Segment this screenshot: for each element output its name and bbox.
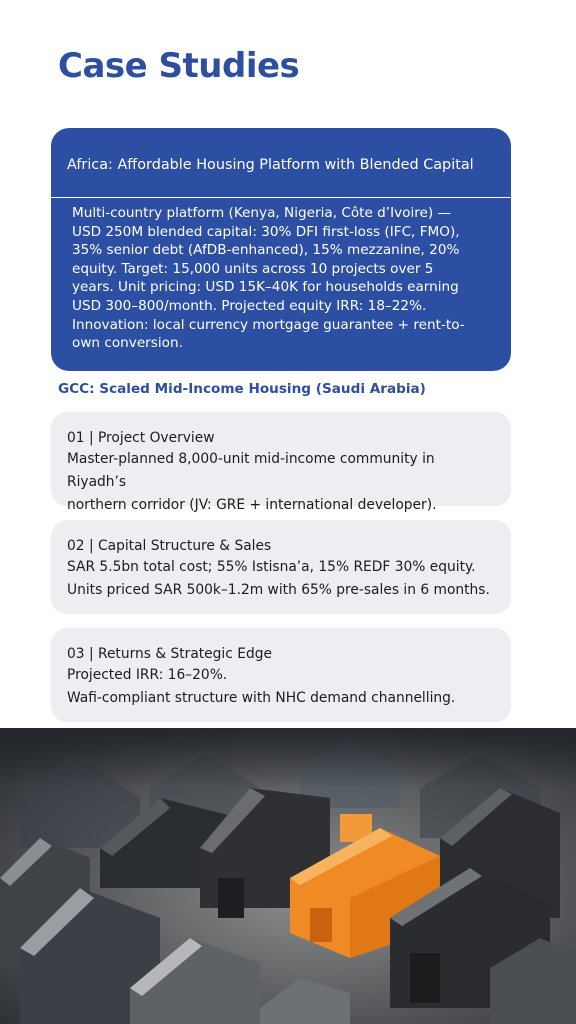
africa-body-line: equity. Target: 15,000 units across 10 projects over 5 [72, 260, 434, 277]
card-body [67, 448, 495, 517]
africa-body-line: own conversion. [72, 335, 183, 352]
africa-body-line: USD 250M blended capital: 30% DFI first-loss (IFC, FMO), [72, 223, 460, 240]
africa-body-line: Multi-country platform (Kenya, Nigeria, Côte d’Ivoire) — [72, 205, 452, 221]
returns-edge-card [51, 628, 511, 722]
capital-structure-card [51, 520, 511, 614]
card-body-line: Wafi-compliant structure with NHC demand channelling. [67, 690, 456, 706]
card-body [67, 664, 495, 710]
africa-body-line: USD 300–800/month. Projected equity IRR: 18–22%. [72, 297, 427, 314]
card-heading: 03 | Returns & Strategic Edge [67, 646, 272, 662]
card-heading: 01 | Project Overview [67, 430, 215, 446]
houses-illustration [0, 728, 576, 1024]
africa-case-title: Africa: Affordable Housing Platform with Blended Capital [67, 157, 474, 173]
gcc-section-title: GCC: Scaled Mid-Income Housing (Saudi Arabia) [58, 381, 426, 397]
africa-body-line: Innovation: local currency mortgage guarantee + rent-to- [72, 316, 465, 333]
card-body-line: Master-planned 8,000-unit mid-income community in Riyadh’s [67, 451, 435, 490]
card-heading: 02 | Capital Structure & Sales [67, 538, 272, 554]
card-body-line: SAR 5.5bn total cost; 55% Istisna’a, 15% REDF 30% equity. [67, 559, 476, 575]
africa-case-body [72, 204, 492, 353]
model-houses-photo [0, 728, 576, 1024]
card-body-line: Projected IRR: 16–20%. [67, 667, 228, 683]
page-title: Case Studies [58, 46, 300, 86]
africa-case-card [51, 128, 511, 371]
card-body-line: northern corridor (JV: GRE + international developer). [67, 497, 437, 513]
africa-body-line: 35% senior debt (AfDB-enhanced), 15% mezzanine, 20% [72, 242, 460, 259]
africa-card-divider [51, 197, 511, 198]
africa-body-line: years. Unit pricing: USD 15K–40K for households earning [72, 279, 459, 296]
card-body-line: Units priced SAR 500k–1.2m with 65% pre-sales in 6 months. [67, 582, 490, 598]
project-overview-card [51, 412, 511, 513]
card-body [67, 556, 495, 602]
